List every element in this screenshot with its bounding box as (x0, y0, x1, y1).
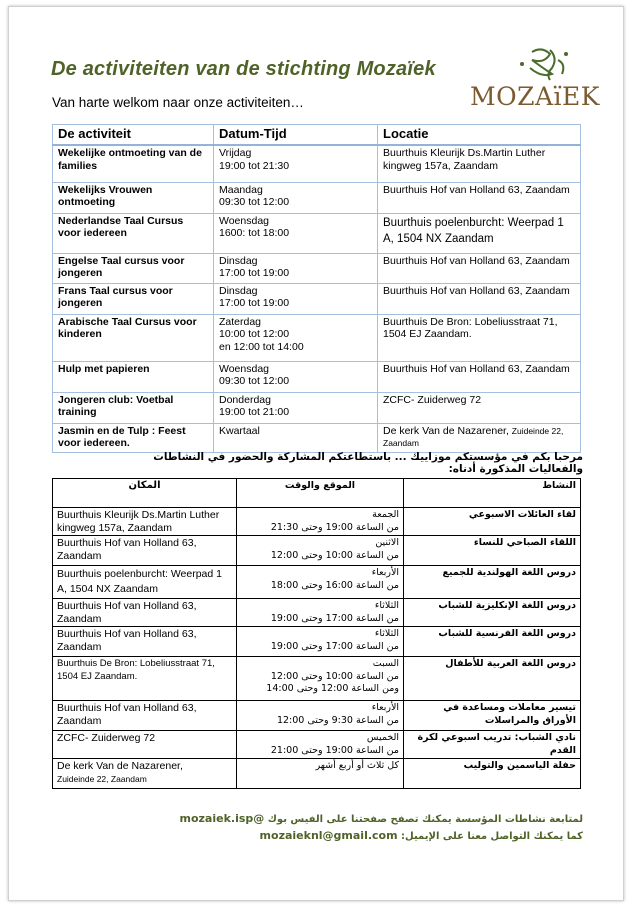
time-text: من الساعة 19:00 وحتى 21:00 (270, 744, 399, 756)
location-cell: Buurthuis Hof van Holland 63, Zaandam (53, 627, 237, 657)
table-row (53, 701, 581, 731)
location-cell: ZCFC- Zuiderweg 72 (53, 731, 237, 759)
table-row (53, 253, 581, 283)
table-row (53, 657, 581, 701)
location-cell: Buurthuis De Bron: Lobeliusstraat 71, 1504 EJ Zaandam. (53, 657, 237, 701)
location-cell: Buurthuis Hof van Holland 63, Zaandam (53, 536, 237, 566)
datetime-cell (237, 627, 404, 657)
datetime-cell (237, 701, 404, 731)
location-cell (53, 759, 237, 789)
activity-cell: نادي الشباب: تدريب اسبوعي لكرة القدم (404, 731, 581, 759)
time-text: من الساعة 10:00 وحتى 12:00 (270, 549, 399, 561)
time-text: 19:00 tot 21:30 (219, 159, 290, 172)
column-header-datetime: الموقع والوقت (237, 479, 404, 508)
table-row (53, 759, 581, 789)
day-text: السبت (372, 658, 399, 669)
day-text: الأربعاء (371, 702, 399, 713)
datetime-cell (237, 566, 404, 599)
table-row (53, 508, 581, 536)
dutch-activities-table (52, 124, 581, 453)
day-text: Dinsdag (219, 254, 258, 267)
column-header-activity: النشاط (404, 479, 581, 508)
datetime-cell (214, 253, 378, 283)
datetime-cell (214, 423, 378, 452)
location-cell: Buurthuis Hof van Holland 63, Zaandam (53, 701, 237, 731)
datetime-cell (214, 182, 378, 213)
location-cell: Buurthuis Hof van Holland 63, Zaandam (378, 283, 581, 314)
location-cell: Buurthuis Kleurijk Ds.Martin Luther kingweg 157a, Zaandam (378, 145, 581, 182)
table-row (53, 392, 581, 423)
datetime-cell (214, 361, 378, 392)
activity-cell: Wekelijks Vrouwen ontmoeting (53, 182, 214, 213)
table-row (53, 627, 581, 657)
table-header-row (53, 479, 581, 508)
activity-cell: Jongeren club: Voetbal training (53, 392, 214, 423)
time-text: 19:00 tot 21:00 (219, 406, 290, 418)
location-cell: Buurthuis poelenburcht: Weerpad 1 A, 1504 NX Zaandam (378, 213, 581, 253)
location-text: De kerk Van de Nazarener, (383, 424, 509, 437)
table-row (53, 361, 581, 392)
day-text: الثلاثاء (374, 628, 399, 639)
logo-wordmark: MOZAïEK (470, 82, 600, 111)
location-cell: Buurthuis Hof van Holland 63, Zaandam (378, 182, 581, 213)
facebook-handle-link[interactable]: @mozaiek.isp (179, 812, 265, 825)
day-text: Vrijdag (219, 147, 252, 159)
location-cell (378, 423, 581, 452)
location-cell: Buurthuis De Bron: Lobeliusstraat 71, 1504 EJ Zaandam. (378, 314, 581, 361)
time-text: من الساعة 10:00 وحتى 12:00 (270, 670, 399, 682)
activity-cell: دروس اللغة الإنكليزية للشباب (404, 599, 581, 627)
day-text: Kwartaal (219, 424, 260, 437)
email-text: كما يمكنك التواصل معنا على الإيميل: (401, 831, 583, 842)
table-row (53, 213, 581, 253)
location-cell: Buurthuis poelenburcht: Weerpad 1 A, 1504 NX Zaandam (53, 566, 237, 599)
activity-cell: Hulp met papieren (53, 361, 214, 392)
email-link[interactable]: mozaieknl@gmail.com (259, 829, 398, 842)
email-line (80, 829, 583, 842)
table-row (53, 283, 581, 314)
column-header-location: المكان (53, 479, 237, 508)
datetime-cell (237, 657, 404, 701)
arabic-intro-text: مرحبا بكم في مؤسستكم موزاييك ... باستطاعتكم المشاركة والحضور في النشاطات والفعاليات المذكورة أدناه: (153, 451, 583, 475)
activity-cell: Engelse Taal cursus voor jongeren (53, 253, 214, 283)
table-row (53, 145, 581, 182)
time-text: ومن الساعة 12:00 وحتى 14:00 (266, 683, 399, 694)
time-text: 09:30 tot 12:00 (219, 196, 290, 208)
table-header-row (53, 125, 581, 146)
day-text: الخميس (366, 732, 399, 743)
time-text: من الساعة 17:00 وحتى 19:00 (270, 612, 399, 624)
table-row (53, 423, 581, 452)
mozaiek-logo (462, 44, 600, 118)
datetime-cell (237, 536, 404, 566)
day-text: Woensdag (219, 362, 270, 375)
activity-cell: تيسير معاملات ومساعدة في الأوراق والمراسلات (404, 701, 581, 731)
time-text: من الساعة 9:30 وحتى 12:00 (276, 714, 399, 726)
datetime-cell (237, 599, 404, 627)
day-text: Donderdag (219, 393, 271, 406)
activity-cell: اللقاء الصباحي للنساء (404, 536, 581, 566)
frequency-text: كل ثلاث أو أربع أشهر (315, 760, 399, 771)
day-text: الجمعة (372, 509, 399, 520)
datetime-cell (237, 759, 404, 789)
activity-cell: حفلة الياسمين والتوليب (404, 759, 581, 789)
activity-cell: Frans Taal cursus voor jongeren (53, 283, 214, 314)
activity-cell: Nederlandse Taal Cursus voor iedereen (53, 213, 214, 253)
table-row (53, 731, 581, 759)
activity-cell: لقاء العائلات الاسبوعي (404, 508, 581, 536)
datetime-cell (214, 314, 378, 361)
activity-cell: دروس اللغة الفرنسية للشباب (404, 627, 581, 657)
arabic-activities-table (52, 478, 581, 789)
day-text: Maandag (219, 183, 263, 196)
location-address-small: Zuideinde 22, Zaandam (57, 773, 147, 784)
activity-cell: Wekelijke ontmoeting van de families (53, 145, 214, 182)
datetime-cell (237, 731, 404, 759)
activity-cell: Arabische Taal Cursus voor kinderen (53, 314, 214, 361)
page-title: De activiteiten van de stichting Mozaïek (51, 58, 436, 80)
welcome-text: Van harte welkom naar onze activiteiten… (52, 95, 304, 110)
datetime-cell (214, 213, 378, 253)
day-text: الثلاثاء (374, 600, 399, 611)
activity-cell: دروس اللغة الهولندية للجميع (404, 566, 581, 599)
time-text: من الساعة 17:00 وحتى 19:00 (270, 640, 399, 652)
location-cell: Buurthuis Hof van Holland 63, Zaandam (378, 253, 581, 283)
day-text: Dinsdag (219, 284, 258, 297)
location-cell: Buurthuis Hof van Holland 63, Zaandam (378, 361, 581, 392)
datetime-cell (237, 508, 404, 536)
location-cell: ZCFC- Zuiderweg 72 (378, 392, 581, 423)
table-row (53, 314, 581, 361)
datetime-cell (214, 283, 378, 314)
column-header-activity: De activiteit (53, 125, 214, 146)
time-text: en 12:00 tot 14:00 (219, 340, 304, 353)
column-header-location: Locatie (378, 125, 581, 146)
activity-cell: دروس اللغة العربية للأطفال (404, 657, 581, 701)
table-row (53, 566, 581, 599)
time-text: 09:30 tot 12:00 (219, 375, 290, 387)
day-text: الاثنين (375, 537, 399, 548)
location-cell: Buurthuis Kleurijk Ds.Martin Luther kingweg 157a, Zaandam (53, 508, 237, 536)
time-text: 17:00 tot 19:00 (219, 297, 290, 309)
location-text: De kerk Van de Nazarener, (57, 760, 183, 772)
datetime-cell (214, 392, 378, 423)
day-text: Zaterdag (219, 315, 262, 328)
datetime-cell (214, 145, 378, 182)
table-row (53, 182, 581, 213)
location-cell: Buurthuis Hof van Holland 63, Zaandam (53, 599, 237, 627)
time-text: 10:00 tot 12:00 (219, 328, 290, 340)
day-text: الأربعاء (371, 567, 399, 578)
time-text: 17:00 tot 19:00 (219, 267, 290, 279)
time-text: من الساعة 19:00 وحتى 21:30 (270, 521, 399, 533)
location-address-small: Zuideinde 22, Zaandam (383, 425, 564, 448)
time-text: من الساعة 16:00 وحتى 18:00 (270, 579, 399, 591)
table-row (53, 536, 581, 566)
activity-cell: Jasmin en de Tulp : Feest voor iedereen. (53, 423, 214, 452)
time-text: 1600: tot 18:00 (219, 227, 290, 239)
table-row (53, 599, 581, 627)
facebook-line (80, 812, 583, 825)
facebook-text: لمتابعة نشاطات المؤسسة يمكنك تصفح صفحتنا على الفيس بوك (267, 814, 583, 825)
day-text: Woensdag (219, 214, 270, 227)
column-header-datetime: Datum-Tijd (214, 125, 378, 146)
